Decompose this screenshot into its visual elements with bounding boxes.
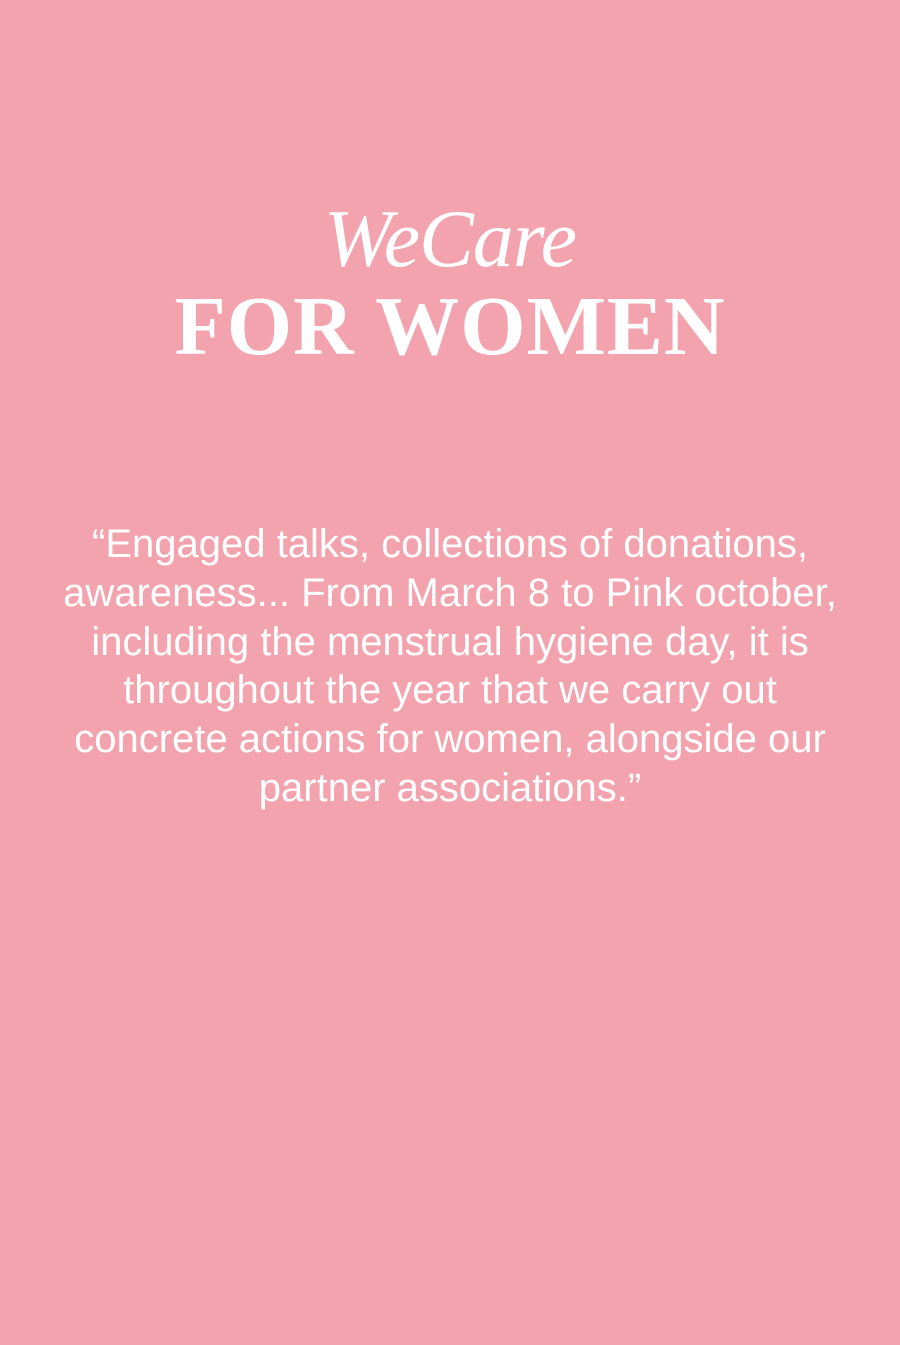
quote-text: “Engaged talks, collections of donations, awareness... From March 8 to Pink october, including the menstrual hygiene day, it is throughout the year that we carry out concrete actions for women, alongside our partner associations.”: [63, 522, 837, 810]
headline-serif-line: FOR WOMEN: [174, 279, 726, 373]
headline: [0, 193, 900, 373]
headline-script-line: WeCare: [323, 193, 577, 284]
quote-block: [50, 520, 850, 813]
